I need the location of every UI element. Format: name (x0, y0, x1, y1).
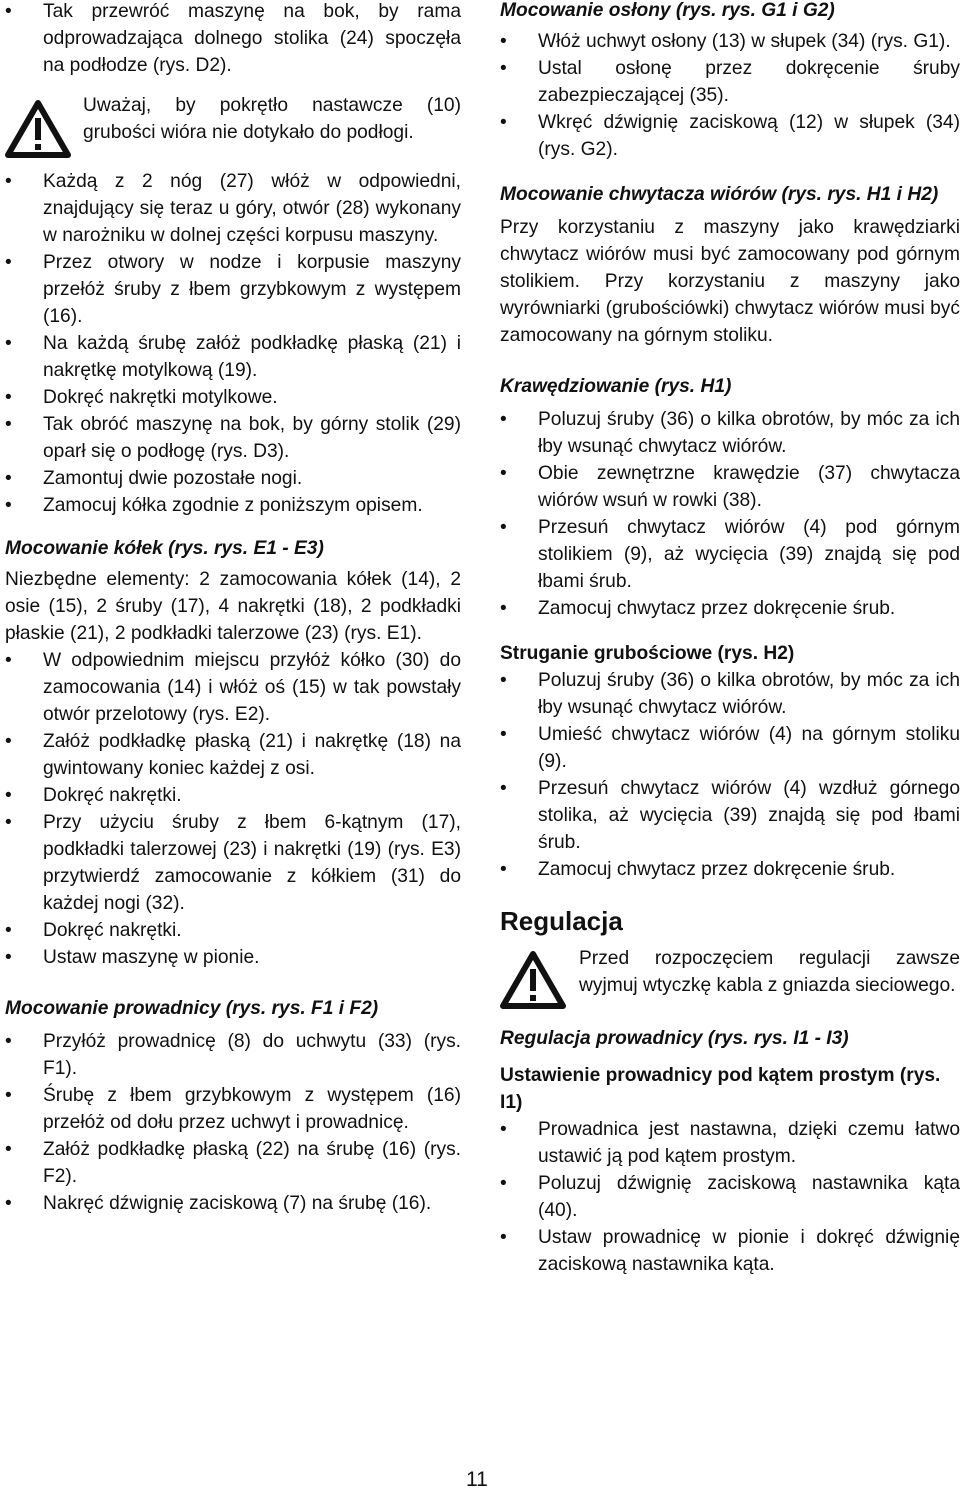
list-item: • Poluzuj śruby (36) o kilka obrotów, by móc za ich łby wsunąć chwytacz wiórów. (500, 406, 960, 460)
warning-block (500, 945, 960, 999)
list-item: • Ustaw maszynę w pionie. (5, 944, 461, 971)
list-item: • Wkręć dźwignię zaciskową (12) w słupek (34) (rys. G2). (500, 109, 960, 163)
list-item: • Zamocuj chwytacz przez dokręcenie śrub. (500, 856, 960, 883)
list-item: • Prowadnica jest nastawna, dzięki czemu łatwo ustawić ją pod kątem prostym. (500, 1116, 960, 1170)
list-item: • Przy użyciu śruby z łbem 6-kątnym (17), podkładki talerzowej (23) i nakrętki (19) (rys. E3) przytwierdź zamocowanie z kółkiem (31) do każdej nogi (32). (5, 809, 461, 917)
subheading-right-angle: Ustawienie prowadnicy pod kątem prostym (rys. I1) (500, 1065, 941, 1113)
list-item: • Załóż podkładkę płaską (21) i nakrętkę (18) na gwintowany koniec każdej z osi. (5, 728, 461, 782)
list-item: • Umieść chwytacz wiórów (4) na górnym stoliku (9). (500, 721, 960, 775)
section-heading-chip-catcher: Mocowanie chwytacza wiórów (rys. rys. H1 i H2) (500, 184, 939, 205)
page-number: 11 (466, 1468, 488, 1491)
list-item: • Ustaw prowadnicę w pionie i dokręć dźwignię zaciskową nastawnika kąta. (500, 1224, 960, 1278)
list-item: • Załóż podkładkę płaską (22) na śrubę (16) (rys. F2). (5, 1136, 461, 1190)
list-item: • Przesuń chwytacz wiórów (4) wzdłuż górnego stolika, aż wycięcia (39) znajdą się pod łbami śrub. (500, 775, 960, 856)
list-item: • Zamontuj dwie pozostałe nogi. (5, 465, 461, 492)
section-heading-thicknessing: Struganie grubościowe (rys. H2) (500, 643, 795, 664)
list-item: • Poluzuj dźwignię zaciskową nastawnika kąta (40). (500, 1170, 960, 1224)
list-item: • Ustal osłonę przez dokręcenie śruby zabezpieczającej (35). (500, 55, 960, 109)
warning-block (5, 92, 461, 146)
list-item: • Obie zewnętrzne krawędzie (37) chwytacza wiórów wsuń w rowki (38). (500, 460, 960, 514)
section-heading-adjustment: Regulacja (500, 906, 623, 936)
warning-triangle-icon (5, 100, 71, 158)
list-item: • Nakręć dźwignię zaciskową (7) na śrubę (16). (5, 1190, 461, 1217)
list-item: • Dokręć nakrętki. (5, 917, 461, 944)
wheels-intro: Niezbędne elementy: 2 zamocowania kółek (14), 2 osie (15), 2 śruby (17), 4 nakrętki (18), 2 podkładki płaskie (21), 2 podkładki talerzowe (23) (rys. E1). (5, 569, 461, 644)
list-item: • Na każdą śrubę załóż podkładkę płaską (21) i nakrętkę motylkową (19). (5, 330, 461, 384)
chip-catcher-text: Przy korzystaniu z maszyny jako krawędziarki chwytacz wiórów musi być zamocowany pod górnym stolikiem. Przy korzystaniu z maszyny jako wyrówniarki (grubościówki) chwytacz wiórów musi być zamocowany na górnym stoliku. (500, 217, 960, 346)
list-item: • Każdą z 2 nóg (27) włóż w odpowiedni, znajdujący się teraz u góry, otwór (28) wykonany w narożniku w dolnej części korpusu maszyny. (5, 168, 461, 249)
section-heading-fence-adjust: Regulacja prowadnicy (rys. rys. I1 - I3) (500, 1028, 849, 1049)
section-heading-fence: Mocowanie prowadnicy (rys. rys. F1 i F2) (5, 998, 379, 1019)
list-item: • Zamocuj kółka zgodnie z poniższym opisem. (5, 492, 461, 519)
section-heading-guard: Mocowanie osłony (rys. rys. G1 i G2) (500, 0, 835, 21)
list-item: • Dokręć nakrętki. (5, 782, 461, 809)
list-item: • W odpowiednim miejscu przyłóż kółko (30) do zamocowania (14) i włóż oś (15) w tak powstały otwór przelotowy (rys. E2). (5, 647, 461, 728)
list-item: • Tak obróć maszynę na bok, by górny stolik (29) oparł się o podłogę (rys. D3). (5, 411, 461, 465)
list-item: • Śrubę z łbem grzybkowym z występem (16) przełóż od dołu przez uchwyt i prowadnicę. (5, 1082, 461, 1136)
list-item: • Dokręć nakrętki motylkowe. (5, 384, 461, 411)
list-item: • Poluzuj śruby (36) o kilka obrotów, by móc za ich łby wsunąć chwytacz wiórów. (500, 667, 960, 721)
left-column (5, 0, 461, 1217)
list-item: • Przyłóż prowadnicę (8) do uchwytu (33) (rys. F1). (5, 1028, 461, 1082)
warning-text: Przed rozpoczęciem regulacji zawsze wyjmuj wtyczkę kabla z gniazda sieciowego. (579, 948, 960, 996)
list-item: • Włóż uchwyt osłony (13) w słupek (34) (rys. G1). (500, 28, 960, 55)
warning-triangle-icon (500, 951, 566, 1009)
list-item: • Zamocuj chwytacz przez dokręcenie śrub. (500, 595, 960, 622)
warning-text: Uważaj, by pokrętło nastawcze (10) grubości wióra nie dotykało do podłogi. (83, 95, 461, 143)
section-heading-wheels: Mocowanie kółek (rys. rys. E1 - E3) (5, 538, 324, 559)
right-column (500, 0, 960, 1278)
list-item: • Przez otwory w nodze i korpusie maszyny przełóż śruby z łbem grzybkowym z występem (16). (5, 249, 461, 330)
list-item: • Tak przewróć maszynę na bok, by rama odprowadzająca dolnego stolika (24) spoczęła na podłodze (rys. D2). (5, 0, 461, 79)
section-heading-edging: Krawędziowanie (rys. H1) (500, 376, 732, 397)
list-item: • Przesuń chwytacz wiórów (4) pod górnym stolikiem (9), aż wycięcia (39) znajdą się pod łbami śrub. (500, 514, 960, 595)
